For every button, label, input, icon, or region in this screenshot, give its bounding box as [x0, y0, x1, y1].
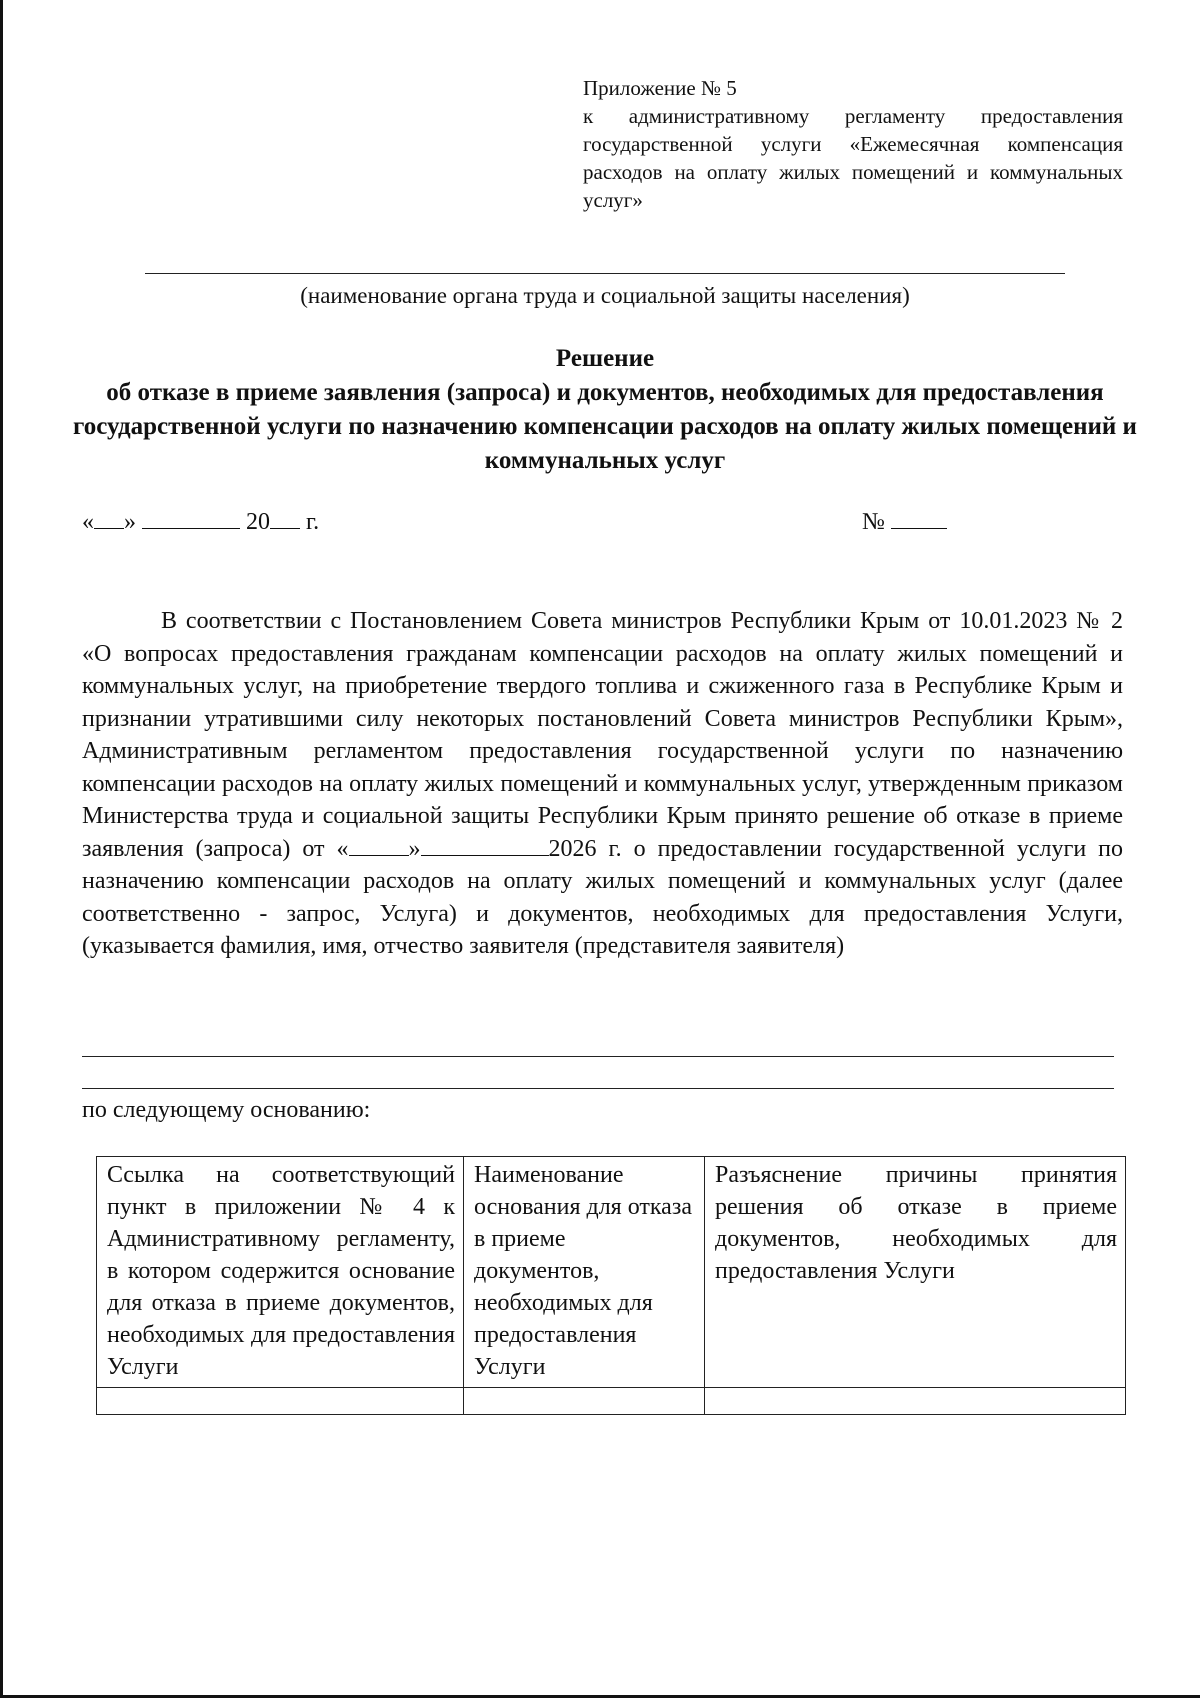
request-date-close-quote: » — [408, 835, 421, 862]
request-year: 2026 г. — [548, 835, 622, 862]
body-text-after-date: о предоставлении государственной услуги по назначению компенсации расходов на оплату жилых помещений и коммунальных услуг (далее соответственно - запрос, Услуга) и документов, необходимых для предоставления Услуги, (указывается фамилия, имя, отчество заявителя (представителя заявителя) — [82, 835, 1124, 959]
refusal-reasons-table — [96, 1156, 1126, 1415]
applicant-name-line-2 — [82, 1088, 1114, 1089]
appendix-number: Приложение № 5 — [583, 76, 737, 100]
date-open-quote: « — [82, 509, 94, 535]
table-row — [97, 1388, 1126, 1415]
title-subheading: об отказе в приеме заявления (запроса) и документов, необходимых для предоставления государственной услуги по назначению компенсации расходов на оплату жилых помещений и коммунальных услуг — [73, 379, 1137, 474]
date-number-row — [82, 506, 1122, 537]
decision-body — [82, 605, 1123, 963]
request-day-blank — [349, 833, 409, 856]
number-label: № — [862, 509, 885, 535]
request-month-blank — [421, 833, 549, 856]
appendix-description: к административному регламенту предоставления государственной услуги «Ежемесячная компенсация расходов на оплату жилых помещений и коммунальных услуг» — [583, 104, 1123, 212]
decision-paragraph — [82, 605, 1123, 963]
year-prefix: 20 — [246, 509, 270, 535]
applicant-name-line-1 — [82, 1056, 1114, 1057]
header-cell-explanation: Разъяснение причины принятия решения об отказе в приеме документов, необходимых для предоставления Услуги — [705, 1157, 1126, 1388]
header-cell-basis-name: Наименование основания для отказа в приеме документов, необходимых для предоставления Услуги — [464, 1157, 705, 1388]
table-header-row — [97, 1157, 1126, 1388]
table-cell — [464, 1388, 705, 1415]
date-close-quote: » — [124, 509, 136, 535]
number-blank — [891, 506, 947, 529]
table-cell — [705, 1388, 1126, 1415]
header-cell-reference: Ссылка на соответствующий пункт в приложении № 4 к Административному регламенту, в котором содержится основание для отказа в приеме документов, необходимых для предоставления Услуги — [97, 1157, 464, 1388]
document-title — [60, 342, 1150, 478]
organization-name-line — [145, 273, 1065, 274]
day-blank — [94, 506, 124, 529]
month-blank — [142, 506, 240, 529]
request-date-open-quote: « — [336, 835, 349, 862]
year-suffix: г. — [306, 509, 320, 535]
table-cell — [97, 1388, 464, 1415]
title-heading: Решение — [555, 345, 655, 372]
year-blank — [270, 506, 300, 529]
organization-caption: (наименование органа труда и социальной защиты населения) — [300, 283, 910, 308]
body-text-before-date: В соответствии с Постановлением Совета министров Республики Крым от 10.01.2023 № 2 «О вопросах предоставления гражданам компенсации расходов на оплату жилых помещений и коммунальных услуг, на приобретение твердого топлива и сжиженного газа в Республике Крым и признании утратившими силу некоторых постановлений Совета министров Республики Крым», Административным регламентом предоставления государственной услуги по назначению компенсации расходов на оплату жилых помещений и коммунальных услуг, утвержденным приказом Министерства труда и социальной защиты Республики Крым принято решение об отказе в приеме заявления (запроса) от — [82, 608, 1123, 862]
appendix-block — [583, 74, 1123, 214]
decision-number — [862, 506, 947, 537]
basis-label: по следующему основанию: — [82, 1097, 371, 1123]
